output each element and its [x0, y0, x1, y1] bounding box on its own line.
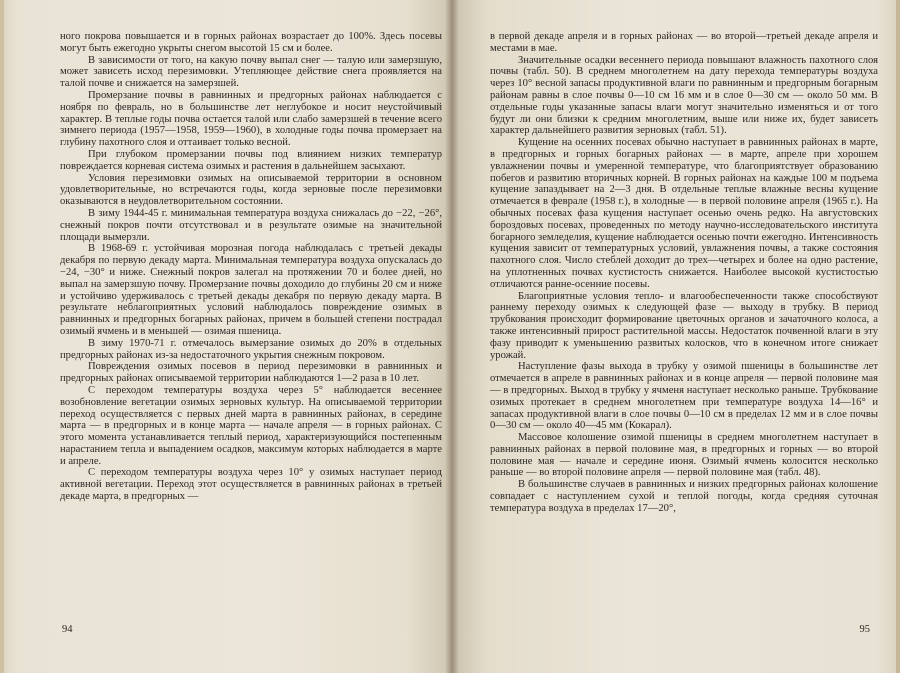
right-page-text: [482, 31, 878, 515]
paragraph: Массовое колошение озимой пшеницы в среднем многолетнем наступает в равнинных районах в первой половине мая, в предгорных и горных — во второй половине мая — начале и середине июня. Озимый ячмень колосится несколько раньше — во второй половине апреля — первой половине мая (табл. 48).: [490, 432, 878, 479]
right-page-edge: [896, 0, 900, 673]
paragraph: Наступление фазы выхода в трубку у озимой пшеницы в большинстве лет отмечается в апреле в равнинных районах и в конце апреля — первой половине мая — в предгорных. Выход в трубку у ячменя наступает несколько раньше. Трубкование озимых протекает в среднем многолетнем при температуре воздуха 14—16° и запасах продуктивной влаги в слое почвы 0—10 см в пределах 12 мм и в слое почвы 0—30 см — около 40—45 мм (Кокарал).: [490, 361, 878, 432]
left-page-number: 94: [62, 624, 73, 635]
paragraph: С переходом температуры воздуха через 10° у озимых наступает период активной вегетации. Переход этот осуществляется в равнинных районах в третьей декаде марта, в предгорных —: [60, 467, 442, 503]
paragraph: Кущение на осенних посевах обычно наступает в равнинных районах в марте, в предгорных и горных богарных районах — в марте, апреле при хорошем увлажнении почвы и умеренной температуре, что благоприятствует образованию побегов и развитию вторичных корней. В горных районах на каждые 100 м подъема кущение запаздывает на 2—3 дня. В отдельные теплые влажные весны кущение отмечается в феврале (1958 г.), в холодные — в первой половине апреля (1965 г.). На обычных посевах фаза кущения наступает осенью очень редко. На августовских бороздовых посевах, проведенных по методу научно-исследовательского института богарного земледелия, кущение наблюдается осенью почти ежегодно. Интенсивность кущения зависит от температурных условий, увлажнения почвы, а также состояния пахотного слоя. Число стеблей доходит до трех—четырех и более на одно растение, на уплотненных почвах кустистость снижается. Наиболее высокой кустистостью отличаются ранне-осенние посевы.: [490, 137, 878, 290]
paragraph: В зиму 1970-71 г. отмечалось вымерзание озимых до 20% в отдельных предгорных районах из-за недостаточного укрытия снежным покровом.: [60, 337, 442, 361]
paragraph: Значительные осадки весеннего периода повышают влажность пахотного слоя почвы (табл. 50). В среднем многолетнем на дату перехода температуры воздуха через 10° весной запасы продуктивной влаги по равнинным и предгорным богарным районам равны в слое почвы 0—10 см 16 мм и в слое 0—30 см — около 50 мм. В отдельные годы указанные запасы влаги могут значительно изменяться и от того будут ли они близки к средним многолетним, выше или ниже их, будет зависеть характер дальнейшего развития зерновых (табл. 51).: [490, 54, 878, 137]
paragraph: В зиму 1944-45 г. минимальная температура воздуха снижалась до −22, −26°, снежный покров почти отсутствовал и в результате озимые на значительной площади вымерзли.: [60, 207, 442, 243]
paragraph: В большинстве случаев в равнинных и низких предгорных районах колошение совпадает с наступлением сухой и теплой погоды, когда средняя суточная температура воздуха в пределах 17—20°,: [490, 479, 878, 514]
paragraph: Повреждения озимых посевов в период перезимовки в равнинных и предгорных районах описываемой территории наблюдаются 1—2 раза в 10 лет.: [60, 361, 442, 385]
left-page-text: [60, 31, 442, 503]
paragraph: С переходом температуры воздуха через 5° наблюдается весеннее возобновление вегетации озимых зерновых культур. На описываемой территории переход осуществляется с первых дней марта в равнинных районах, в середине марта — в предгорных и в конце марта — начале апреля — в горных районах. С этого момента устанавливается теплый период, характеризующийся постепенным нарастанием тепла и выпадением осадков, максимум которых наблюдается в марте и апреле.: [60, 384, 442, 467]
right-page-number: 95: [859, 624, 870, 635]
paragraph: Благоприятные условия тепло- и влагообеспеченности также способствуют раннему переходу озимых к следующей фазе — выходу в трубку. В период трубкования происходит формирование цветочных органов и зачаточного колоса, а также интенсивный прирост растительной массы. Недостаток почвенной влаги в эту фазу приводит к уменьшению развитых колосков, что в конечном итоге снижает урожай.: [490, 290, 878, 361]
paragraph: Промерзание почвы в равнинных и предгорных районах наблюдается с ноября по февраль, но в большинстве лет неглубокое и носит неустойчивый характер. В теплые годы почва остается талой или слабо замерзшей в течение всего зимнего периода (1957—1958, 1959—1960), в холодные годы почва промерзает на глубину пахотного слоя и оттаивает только весной.: [60, 89, 442, 149]
paragraph: В зависимости от того, на какую почву выпал снег — талую или замерзшую, может зависеть исход перезимовки. Утепляющее действие снега проявляется на талой почве и снижается на замерзшей.: [60, 54, 442, 90]
left-page-edge: [0, 0, 4, 673]
right-page: [452, 0, 900, 673]
paragraph: ного покрова повышается и в горных районах возрастает до 100%. Здесь посевы могут быть ежегодно укрыты снегом высотой 15 см и более.: [60, 31, 442, 54]
paragraph: в первой декаде апреля и в горных районах — во второй—третьей декаде апреля и местами в мае.: [490, 31, 878, 54]
paragraph: Условия перезимовки озимых на описываемой территории в основном удовлетворительные, но встречаются годы, когда зерновые после перезимовки оказываются в неудовлетворительном состоянии.: [60, 172, 442, 208]
paragraph: При глубоком промерзании почвы под влиянием низких температур повреждается корневая система озимых и растения в дальнейшем засыхают.: [60, 148, 442, 172]
book-gutter: [445, 0, 459, 673]
paragraph: В 1968-69 г. устойчивая морозная погода наблюдалась с третьей декады декабря по первую декаду марта. Минимальная температура воздуха опускалась до −24, −30° и ниже. Снежный покров залегал на протяжении 70 и более дней, но выпал на замерзшую почву. Промерзание почвы доходило до глубины 20 см и ниже и устойчиво удерживалось с третьей декады декабря по первую декаду марта. В результате неблагоприятных условий наблюдалось повреждение озимых в равнинных и предгорных богарных районах, причем в большей степени пострадал озимый ячмень и в меньшей — озимая пшеница.: [60, 243, 442, 337]
